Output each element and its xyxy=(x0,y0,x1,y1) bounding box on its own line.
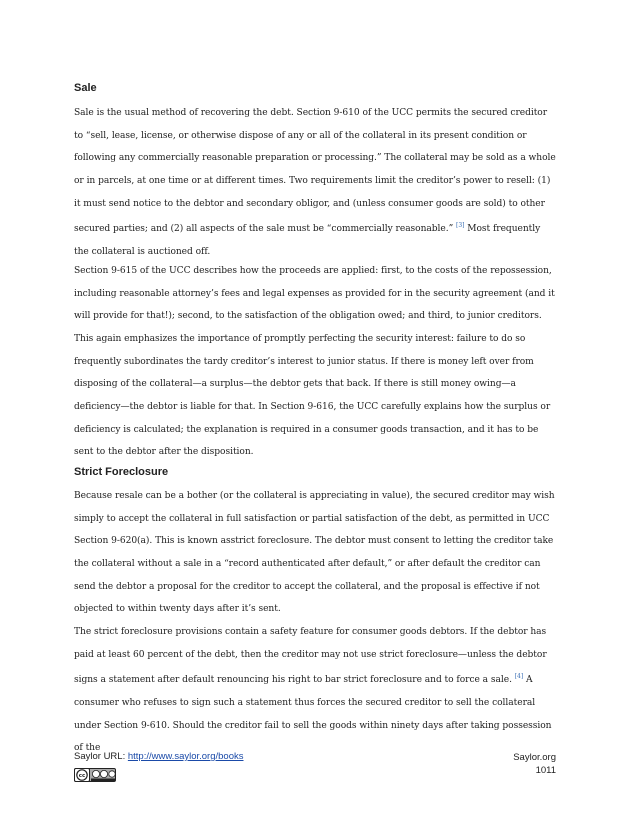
footer-page-number: 1011 xyxy=(535,765,556,776)
section-heading-strict-foreclosure: Strict Foreclosure xyxy=(74,466,169,478)
paragraph-text: The strict foreclosure provisions contain a safety feature for consumer goods debtors. If the debtor has paid at least 60 percent of the debt, then the creditor may not use strict foreclosure—unless the debtor signs a statement after default renouncing his right to bar strict foreclosure and to force a sale. xyxy=(74,627,547,686)
footnote-link-4[interactable]: [4] xyxy=(514,673,524,681)
footnote-link-3[interactable]: [3] xyxy=(456,222,465,230)
paragraph-text: Most frequently the collateral is auctioned off. xyxy=(74,224,541,257)
paragraph-text: A consumer who refuses to sign such a statement thus forces the secured creditor to sell the collateral under Section 9-610. Should the creditor fail to sell the goods within ninety days after taking possession of the xyxy=(74,675,552,754)
creative-commons-badge-icon xyxy=(74,767,116,786)
paragraph-strict-1: Because resale can be a bother (or the collateral is appreciating in value), the secured creditor may wish simply to accept the collateral in full satisfaction or partial satisfaction of the debt, as permitted in UCC Section 9-620(a). This is known asstrict foreclosure. The debtor must consent to letting the creditor take the collateral without a sale in a “record authenticated after default,” or after default the creditor can send the debtor a proposal for the creditor to accept the collateral, and the proposal is effective if not objected to within twenty days after it’s sent. xyxy=(74,491,555,615)
badge-cc-text: cc xyxy=(78,773,86,780)
footer-site-name: Saylor.org xyxy=(513,752,556,763)
paragraph-sale-2: Section 9-615 of the UCC describes how the proceeds are applied: first, to the costs of the repossession, including reasonable attorney’s fees and legal expenses as provided for in the security agreement (and it will provide for that!); second, to the satisfaction of the obligation owed; and third, to junior creditors. This again emphasizes the importance of promptly perfecting the security interest: failure to do so frequently subordinates the tardy creditor’s interest to junior status. If there is money left over from disposing of the collateral—a surplus—the debtor gets that back. If there is still money owing—a deficiency—the debtor is liable for that. In Section 9-616, the UCC carefully explains how the surplus or deficiency is calculated; the explanation is required in a consumer goods transaction, and it has to be sent to the debtor after the disposition. xyxy=(74,266,555,458)
paragraph-text: Sale is the usual method of recovering the debt. Section 9-610 of the UCC permits the secured creditor to “sell, lease, license, or otherwise dispose of any or all of the collateral in its present condition or following any commercially reasonable preparation or processing.” The collateral may be sold as a whole or in parcels, at one time or at different times. Two requirements limit the creditor’s power to resell: (1) it must send notice to the debtor and secondary obligor, and (unless consumer goods are sold) to other secured parties; and (2) all aspects of the sale must be “commercially reasonable.” xyxy=(74,108,556,235)
footer-url-label: Saylor URL: xyxy=(74,751,128,762)
footer-source xyxy=(74,751,244,762)
section-heading-sale: Sale xyxy=(74,82,97,94)
saylor-books-link[interactable]: http://www.saylor.org/books xyxy=(127,751,244,762)
document-page xyxy=(74,0,556,815)
paragraph-strict-2 xyxy=(74,621,556,760)
footer-page-info xyxy=(513,751,556,777)
paragraph-sale-1 xyxy=(74,102,556,264)
